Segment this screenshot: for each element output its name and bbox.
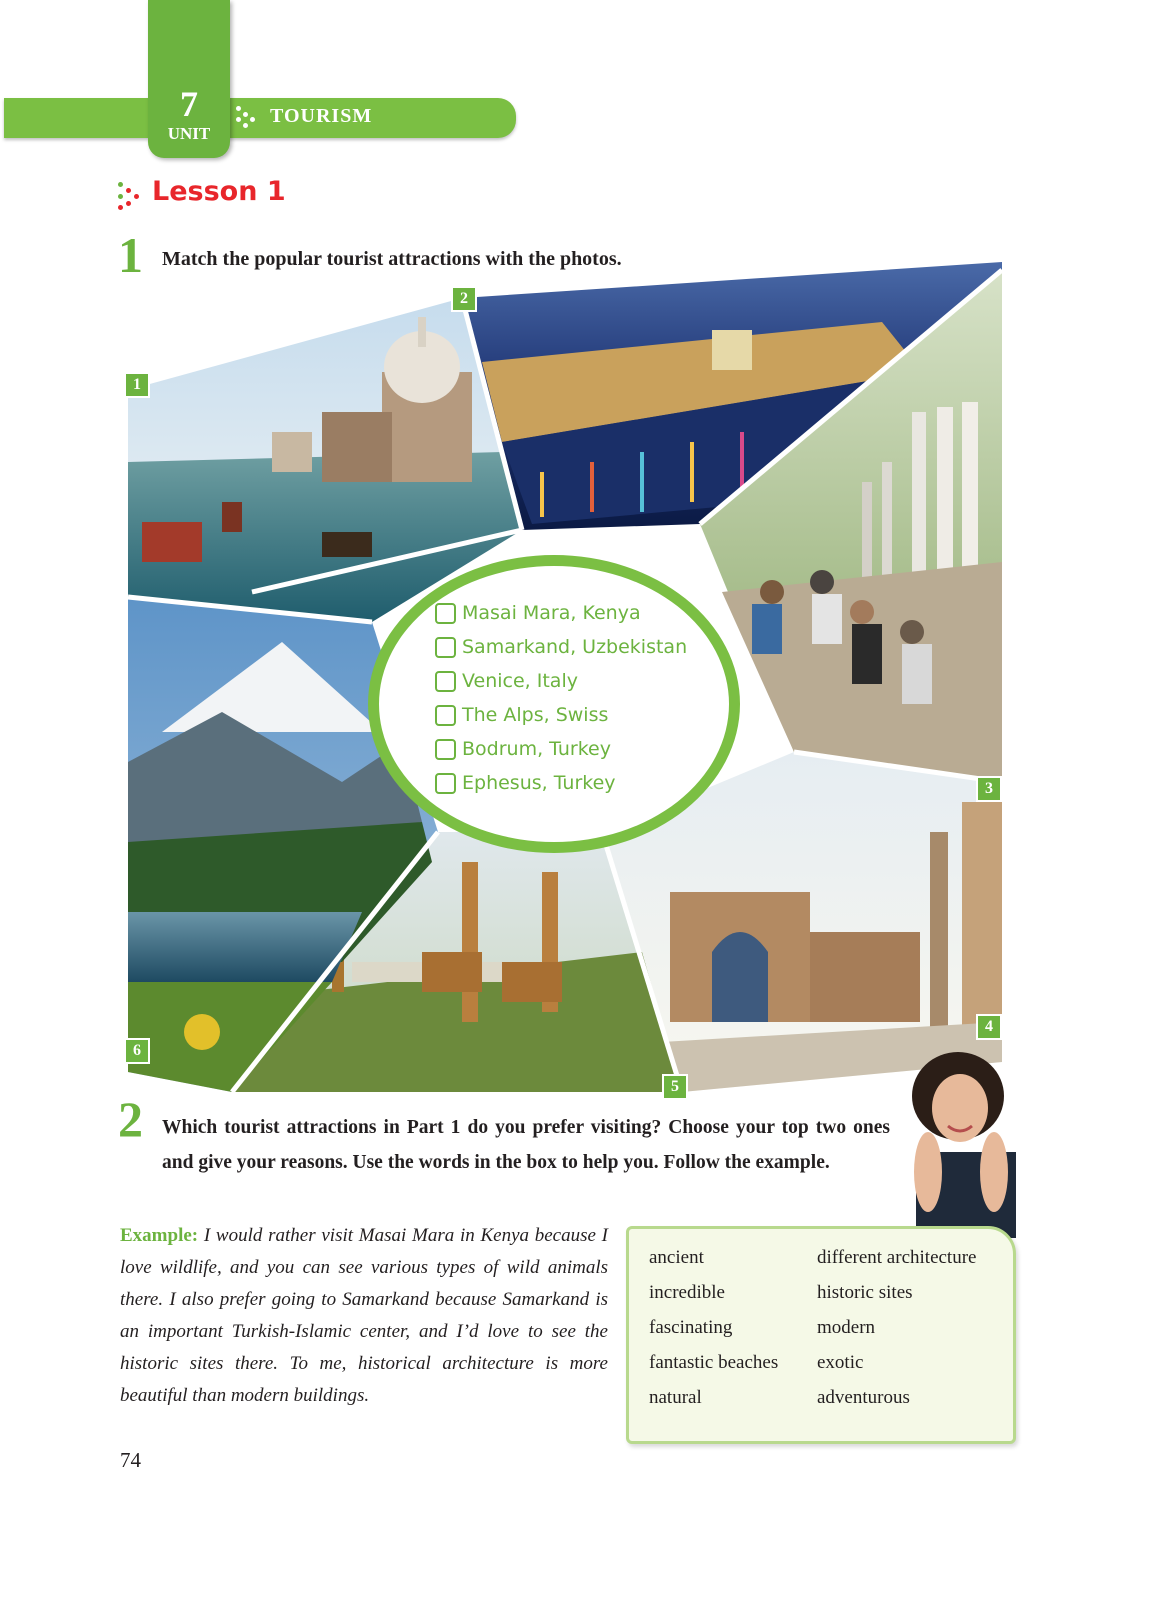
photo-number-badge: 4 xyxy=(976,1014,1002,1040)
word-box-item: natural xyxy=(649,1387,702,1408)
exercise-1-instruction: Match the popular tourist attractions with the photos. xyxy=(162,248,622,270)
checkbox[interactable] xyxy=(435,705,456,726)
exercise-2-instruction: Which tourist attractions in Part 1 do you prefer visiting? Choose your top two ones and give your reasons. Use the words in the box to help you. Follow the example. xyxy=(162,1117,890,1173)
checkbox[interactable] xyxy=(435,739,456,760)
word-box-item: historic sites xyxy=(817,1282,913,1303)
attraction-label: Bodrum, Turkey xyxy=(462,738,611,760)
word-box-item: fantastic beaches xyxy=(649,1352,779,1373)
student-photo xyxy=(898,1052,1022,1238)
unit-title: TOURISM xyxy=(270,105,373,127)
photo-number-badge: 1 xyxy=(124,372,150,398)
unit-number: 7 xyxy=(180,84,198,124)
header-dots-icon xyxy=(236,106,256,130)
attraction-label: The Alps, Swiss xyxy=(462,704,609,726)
attraction-label: Ephesus, Turkey xyxy=(462,772,616,794)
word-box-item: exotic xyxy=(817,1352,864,1373)
word-box-item: adventurous xyxy=(817,1387,910,1408)
unit-label: UNIT xyxy=(167,124,211,143)
attraction-label: Samarkand, Uzbekistan xyxy=(462,636,688,658)
word-box-item: modern xyxy=(817,1317,876,1338)
attraction-item xyxy=(435,630,687,664)
photo-number-badge: 6 xyxy=(124,1038,150,1064)
attraction-item xyxy=(435,596,687,630)
photo-number-badge: 2 xyxy=(451,286,477,312)
attraction-item xyxy=(435,732,687,766)
attraction-item xyxy=(435,698,687,732)
attraction-label: Venice, Italy xyxy=(462,670,578,692)
checkbox[interactable] xyxy=(435,773,456,794)
word-box-item: different architecture xyxy=(817,1247,977,1268)
word-box-item: incredible xyxy=(649,1282,725,1303)
checkbox[interactable] xyxy=(435,603,456,624)
unit-tab xyxy=(148,0,230,158)
lesson-title: Lesson 1 xyxy=(152,176,286,207)
example-text: I would rather visit Masai Mara in Kenya because I love wildlife, and you can see various types of wild animals there. I also prefer going to Samarkand because Samarkand is an important Turkish-Islamic center, and I’d love to see the historic sites there. To me, historical architecture is more beautiful than modern buildings. xyxy=(120,1225,608,1406)
example-label: Example: xyxy=(120,1225,199,1246)
photo-number-badge: 5 xyxy=(662,1074,688,1100)
checkbox[interactable] xyxy=(435,671,456,692)
word-box-item: ancient xyxy=(649,1247,704,1268)
attraction-item xyxy=(435,664,687,698)
unit-header-bar xyxy=(4,98,516,138)
exercise-1-number: 1 xyxy=(118,227,143,283)
checkbox[interactable] xyxy=(435,637,456,658)
lesson-dots-icon xyxy=(118,182,142,210)
word-box-item: fascinating xyxy=(649,1317,733,1338)
photo-number-badge: 3 xyxy=(976,776,1002,802)
attraction-item xyxy=(435,766,687,800)
attraction-label: Masai Mara, Kenya xyxy=(462,602,641,624)
attractions-checklist xyxy=(435,596,687,800)
word-box xyxy=(626,1226,1016,1444)
exercise-2-number: 2 xyxy=(118,1091,143,1147)
page-number: 74 xyxy=(120,1448,141,1472)
example-paragraph xyxy=(120,1220,608,1412)
